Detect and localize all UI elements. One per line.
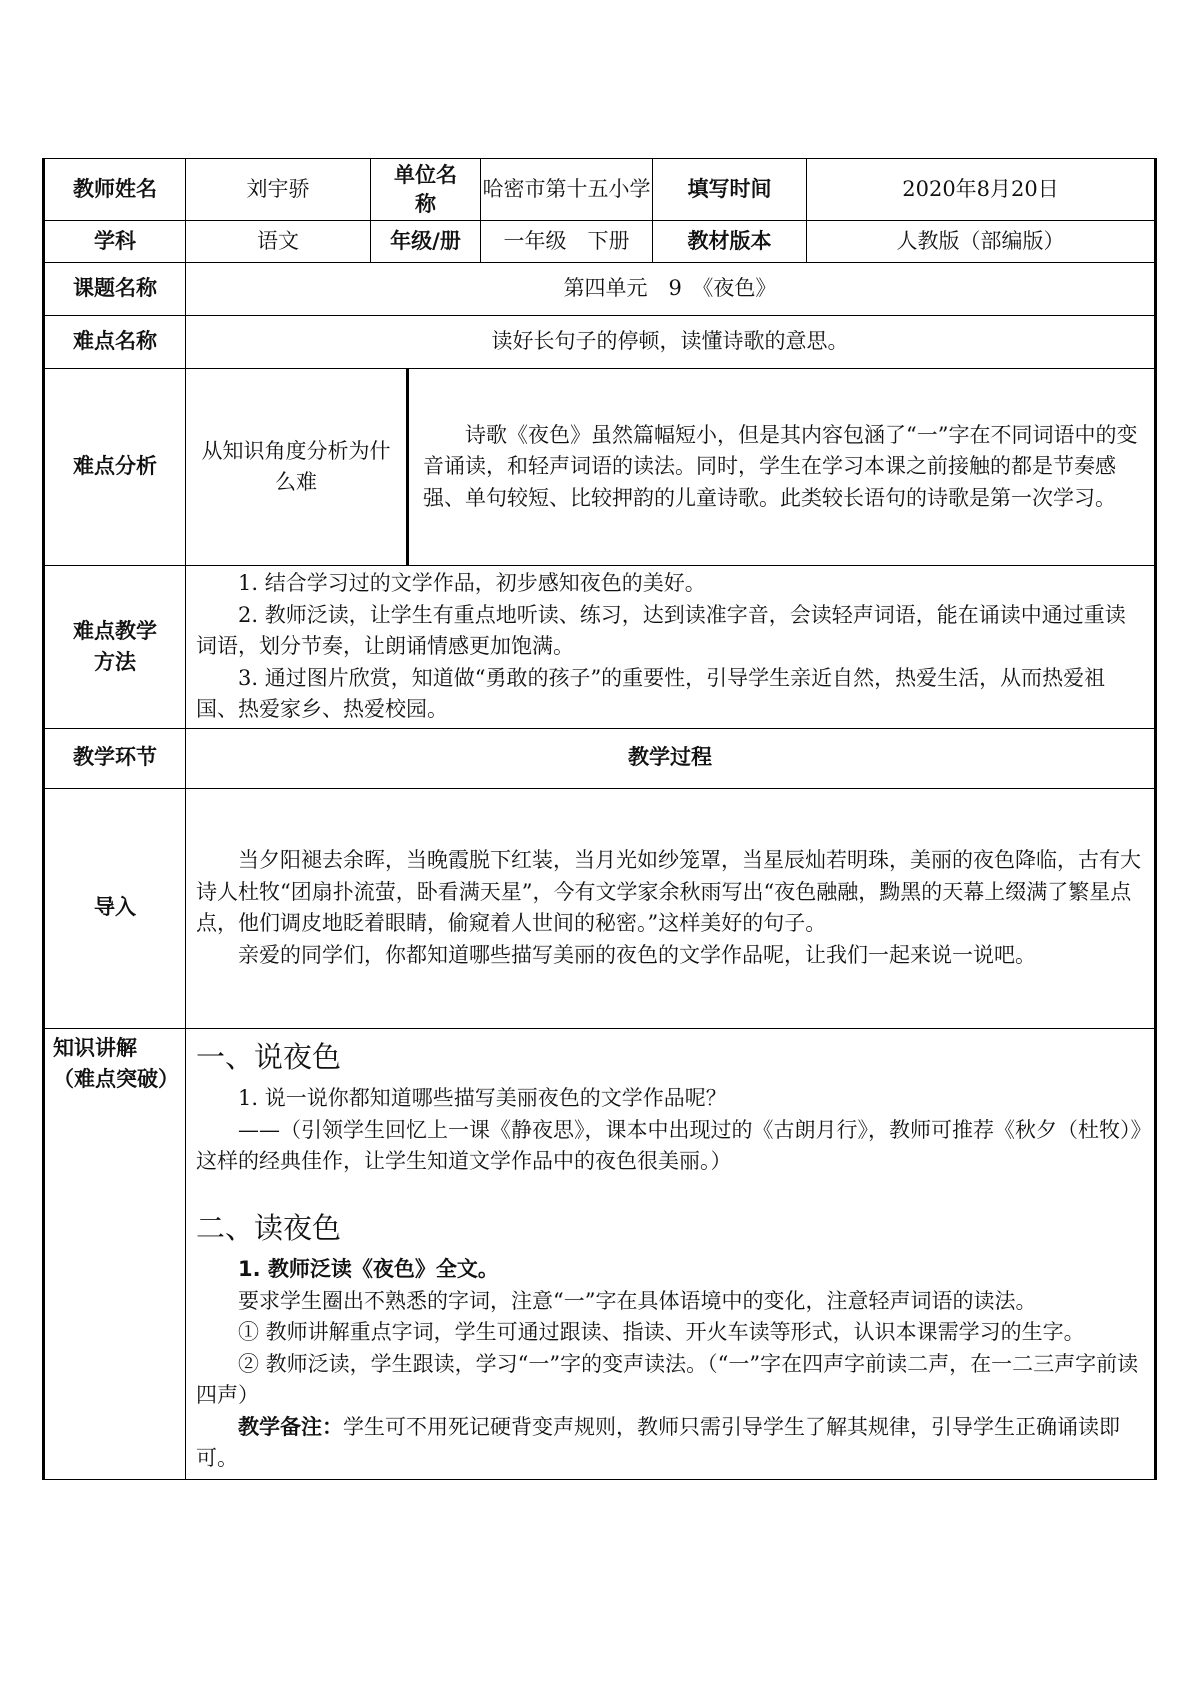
knowledge-label: 知识讲解（难点突破）	[44, 1028, 186, 1479]
subject-label: 学科	[44, 221, 186, 263]
edition-value: 人教版（部编版）	[807, 221, 1156, 263]
date-value: 2020年8月20日	[807, 159, 1156, 221]
section-2-item-1: ① 教师讲解重点字词，学生可通过跟读、指读、开火车读等形式，认识本课需学习的生字。	[238, 1320, 1085, 1345]
lesson-plan-table	[42, 158, 1157, 1480]
teaching-note	[196, 1412, 1144, 1475]
method-item-2: 2. 教师泛读，让学生有重点地听读、练习，达到读准字音，会读轻声词语，能在诵读中通过重读词语，划分节奏，让朗诵情感更加饱满。	[196, 602, 1126, 658]
intro-paragraph-1: 当夕阳褪去余晖，当晚霞脱下红装，当月光如纱笼罩，当星辰灿若明珠，美丽的夜色降临，古有大诗人杜牧“团扇扑流萤，卧看满天星”，今有文学家余秋雨写出“夜色融融，黝黑的天幕上缀满了繁星点点，他们调皮地眨着眼睛，偷窥着人世间的秘密。”这样美好的句子。	[196, 848, 1141, 935]
analysis-label: 难点分析	[44, 369, 186, 566]
info-row-1	[44, 159, 1156, 221]
methods-label	[44, 566, 186, 729]
difficulty-row	[44, 316, 1156, 369]
method-item-3: 3. 通过图片欣赏，知道做“勇敢的孩子”的重要性，引导学生亲近自然，热爱生活，从而热爱祖国、热爱家乡、热爱校园。	[196, 665, 1106, 721]
topic-value: 第四单元 9 《夜色》	[186, 263, 1156, 316]
teacher-name-label: 教师姓名	[44, 159, 186, 221]
topic-label: 课题名称	[44, 263, 186, 316]
analysis-text: 诗歌《夜色》虽然篇幅短小，但是其内容包涵了“一”字在不同词语中的变音诵读，和轻声词语的读法。同时，学生在学习本课之前接触的都是节奏感强、单句较短、比较押韵的儿童诗歌。此类较长语句的诗歌是第一次学习。	[423, 422, 1138, 510]
intro-paragraph-2: 亲爱的同学们，你都知道哪些描写美丽的夜色的文学作品呢，让我们一起来说一说吧。	[238, 942, 1036, 967]
analysis-body	[409, 369, 1154, 565]
intro-row	[44, 788, 1156, 1028]
methods-row	[44, 566, 1156, 729]
difficulty-label: 难点名称	[44, 316, 186, 369]
methods-label-text: 难点教学方法	[73, 619, 157, 674]
section-1-question: 1. 说一说你都知道哪些描写美丽夜色的文学作品呢？	[238, 1086, 727, 1111]
subject-value: 语文	[186, 221, 371, 263]
process-label: 教学过程	[186, 728, 1156, 788]
section-1-title: 一、说夜色	[196, 1039, 342, 1074]
teaching-note-label: 教学备注：	[238, 1414, 343, 1439]
section-2-title: 二、读夜色	[196, 1210, 342, 1245]
knowledge-body	[186, 1028, 1156, 1479]
knowledge-row	[44, 1028, 1156, 1479]
method-item-1: 1. 结合学习过的文学作品，初步感知夜色的美好。	[238, 571, 706, 595]
stage-label: 教学环节	[44, 728, 186, 788]
unit-label	[371, 159, 481, 221]
section-2-item-2: ② 教师泛读，学生跟读，学习“一”字的变声读法。（“一”字在四声字前读二声，在一二三声字前读四声）	[196, 1351, 1139, 1408]
analysis-sub-label: 从知识角度分析为什么难	[186, 369, 409, 565]
teacher-name: 刘宇骄	[186, 159, 371, 221]
analysis-row	[44, 369, 1156, 566]
grade-value: 一年级 下册	[481, 221, 653, 263]
unit-label-text: 单位名称	[394, 163, 457, 216]
analysis-cell	[186, 369, 1156, 566]
unit-value: 哈密市第十五小学	[481, 159, 653, 221]
difficulty-value: 读好长句子的停顿，读懂诗歌的意思。	[186, 316, 1156, 369]
process-header-row	[44, 728, 1156, 788]
grade-label: 年级/册	[371, 221, 481, 263]
section-2-step: 1. 教师泛读《夜色》全文。	[238, 1257, 499, 1282]
teaching-note-text: 学生可不用死记硬背变声规则，教师只需引导学生了解其规律，引导学生正确诵读即可。	[196, 1414, 1120, 1471]
intro-body	[186, 788, 1156, 1028]
analysis-split	[186, 369, 1154, 565]
edition-label: 教材版本	[653, 221, 807, 263]
section-2-requirement: 要求学生圈出不熟悉的字词，注意“一”字在具体语境中的变化，注意轻声词语的读法。	[238, 1288, 1037, 1313]
section-1-note: ——（引领学生回忆上一课《静夜思》，课本中出现过的《古朗月行》，教师可推荐《秋夕（杜牧）》这样的经典佳作，让学生知道文学作品中的夜色很美丽。）	[196, 1117, 1141, 1174]
topic-row	[44, 263, 1156, 316]
date-label: 填写时间	[653, 159, 807, 221]
methods-body	[186, 566, 1156, 729]
intro-label: 导入	[44, 788, 186, 1028]
info-row-2	[44, 221, 1156, 263]
